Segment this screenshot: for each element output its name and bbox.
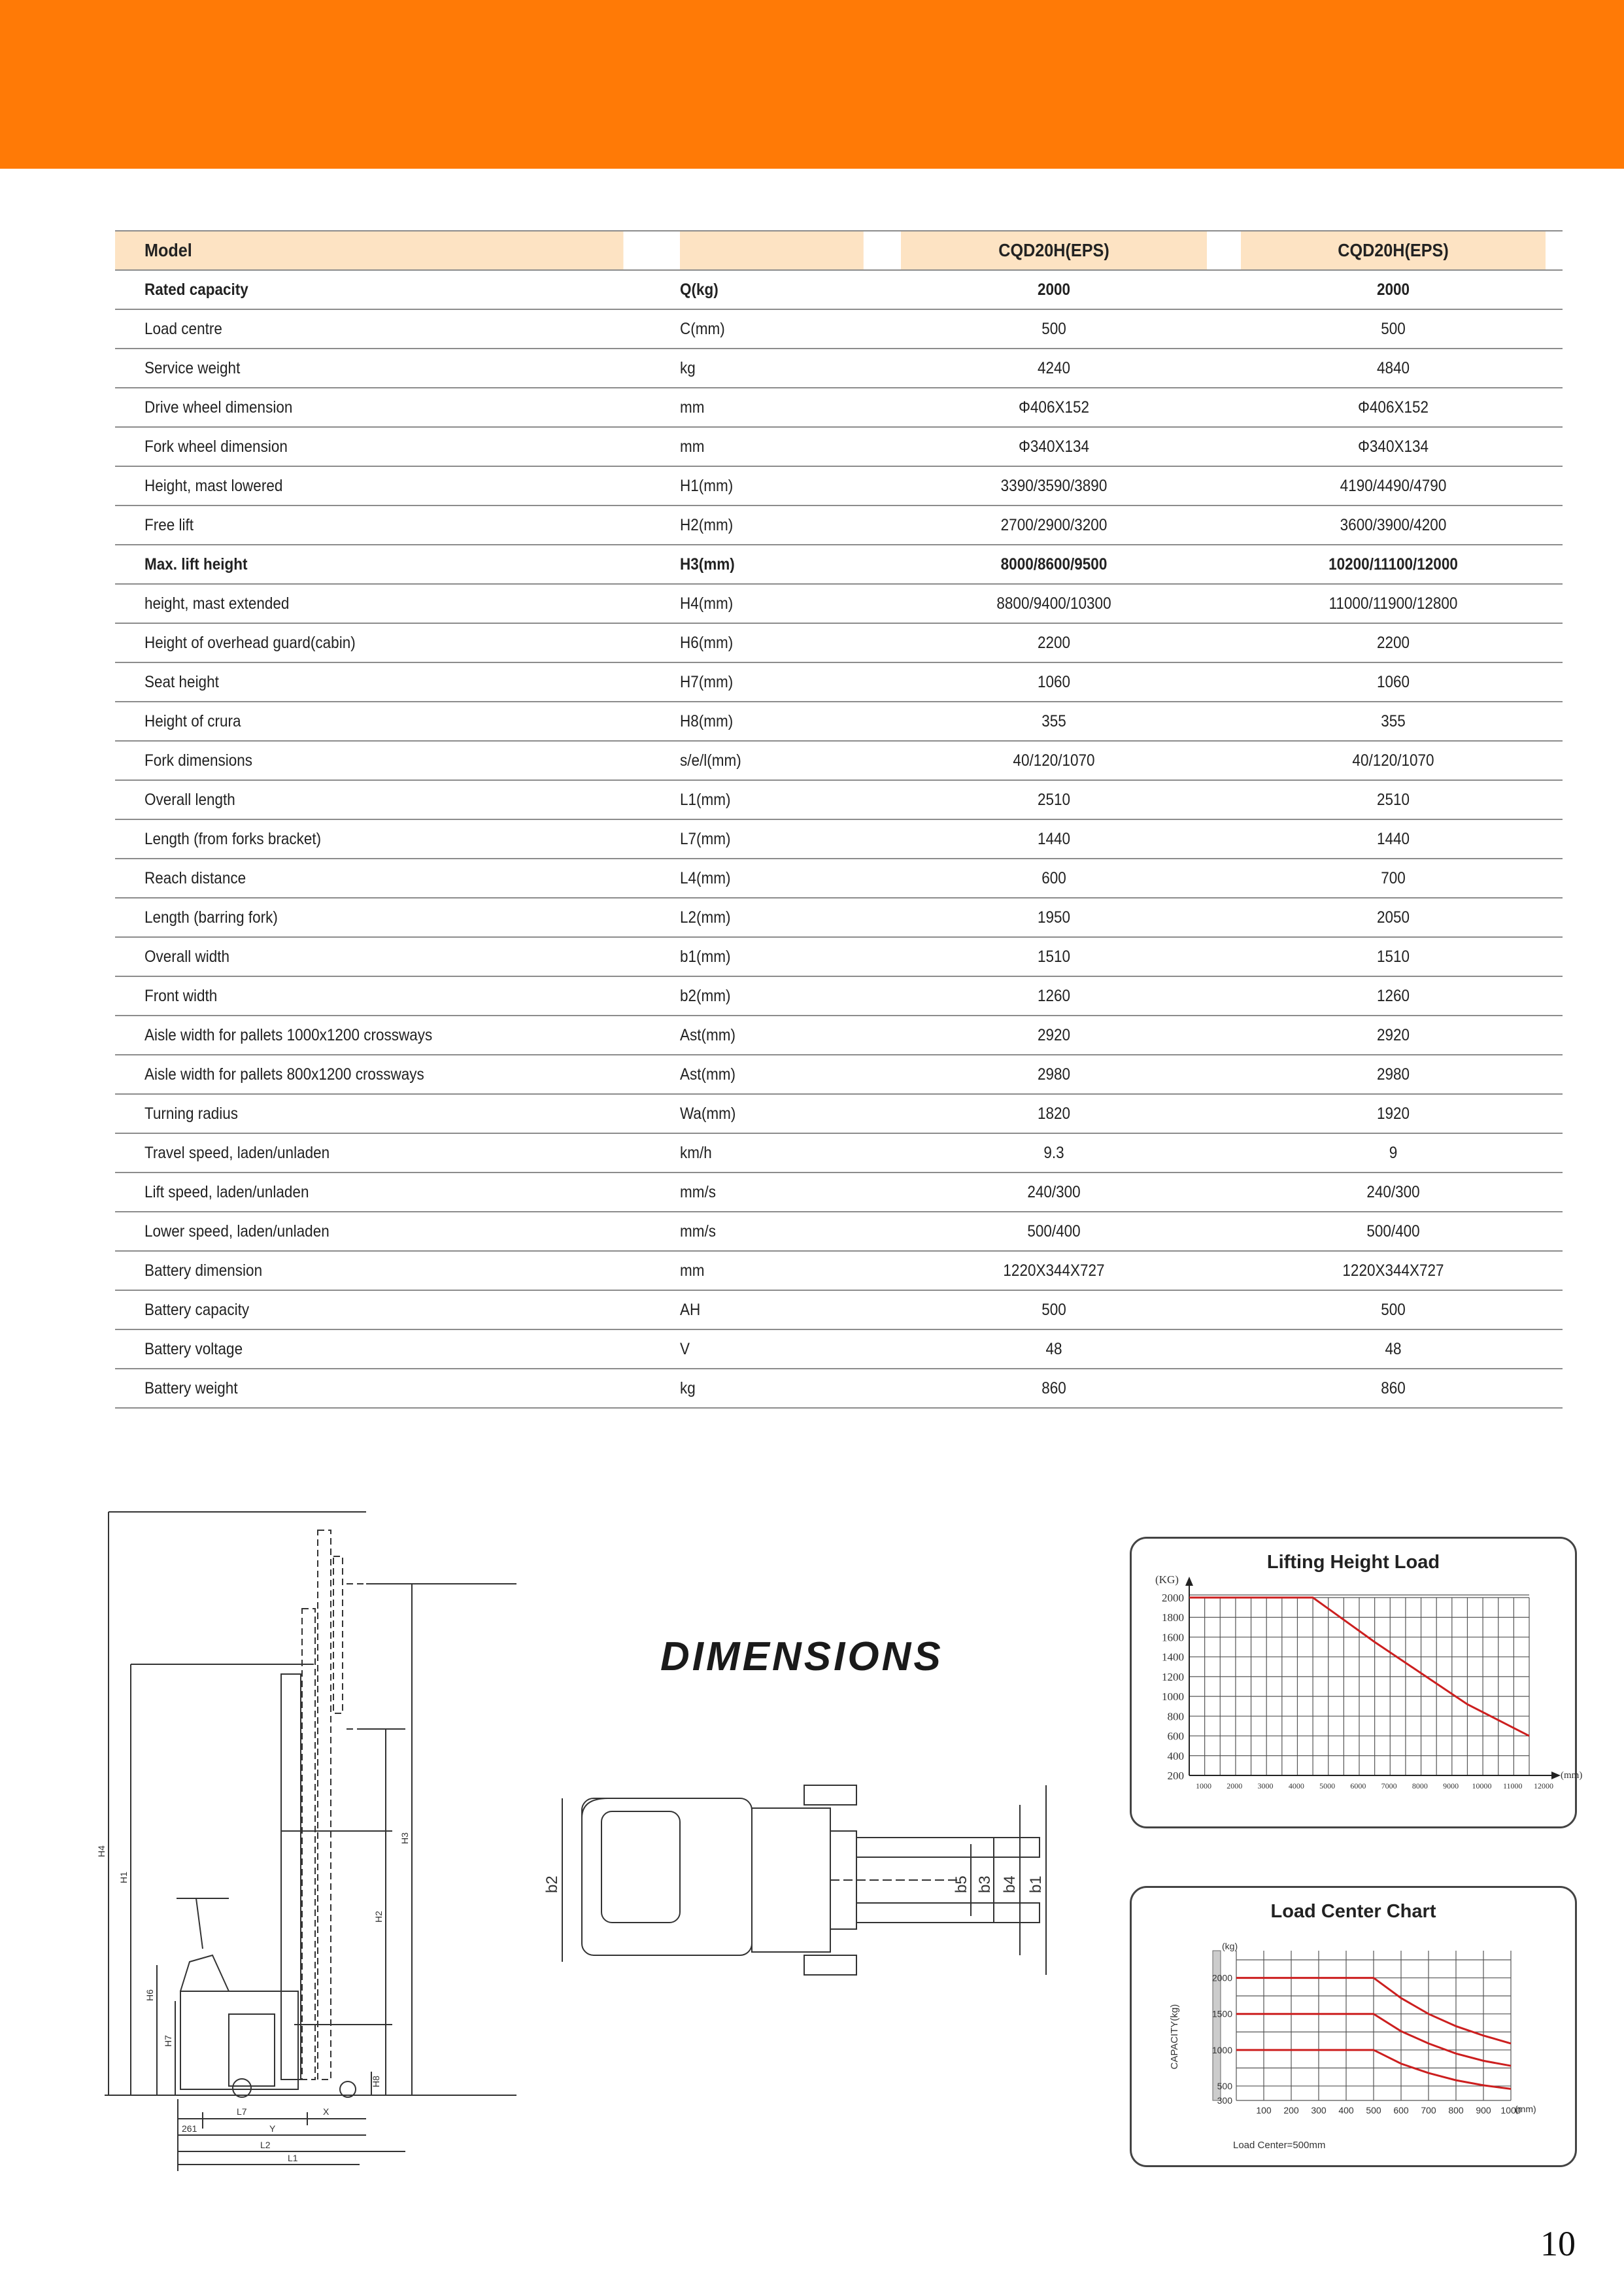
y-axis-arrow <box>1185 1577 1193 1586</box>
row-label: Seat height <box>115 662 624 702</box>
row-label: Service weight <box>115 349 624 388</box>
load-center-chart-panel <box>1130 1886 1577 2167</box>
row-unit: H7(mm) <box>680 662 864 702</box>
table-row <box>115 388 1563 427</box>
label-l2: L2 <box>260 2140 271 2150</box>
row-label: Max. lift height <box>115 545 624 584</box>
table-row <box>115 505 1563 545</box>
x-tick-label: 1000 <box>1196 1781 1211 1790</box>
y-axis-label: (KG) <box>1155 1573 1179 1586</box>
row-value-2: 240/300 <box>1241 1173 1546 1212</box>
row-value-1: 1440 <box>901 819 1207 859</box>
table-row <box>115 623 1563 662</box>
row-unit: b1(mm) <box>680 937 864 976</box>
row-value-1: 2700/2900/3200 <box>901 505 1207 545</box>
row-value-2: 2000 <box>1241 270 1546 309</box>
table-row <box>115 1133 1563 1173</box>
row-unit: Ast(mm) <box>680 1016 864 1055</box>
row-unit: Q(kg) <box>680 270 864 309</box>
row-value-2: 1220X344X727 <box>1241 1251 1546 1290</box>
row-value-1: 2200 <box>901 623 1207 662</box>
row-label: Front width <box>115 976 624 1016</box>
label-b2: b2 <box>543 1875 561 1893</box>
label-l1: L1 <box>288 2153 298 2163</box>
x-tick-label: 7000 <box>1381 1781 1397 1790</box>
row-label: Fork dimensions <box>115 741 624 780</box>
row-value-2: Φ406X152 <box>1241 388 1546 427</box>
header-model-2: CQD20H(EPS) <box>1241 231 1546 270</box>
x-tick-label: 4000 <box>1288 1781 1304 1790</box>
row-label: Reach distance <box>115 859 624 898</box>
label-h3: H3 <box>399 1832 410 1844</box>
x-tick-label: 5000 <box>1319 1781 1336 1790</box>
row-unit: H2(mm) <box>680 505 864 545</box>
row-value-2: 1440 <box>1241 819 1546 859</box>
lifting-height-load-panel <box>1130 1537 1583 1828</box>
row-value-2: 2050 <box>1241 898 1546 937</box>
row-label: Aisle width for pallets 1000x1200 crossways <box>115 1016 624 1055</box>
row-unit: kg <box>680 1369 864 1408</box>
row-value-2: 355 <box>1241 702 1546 741</box>
row-unit: V <box>680 1329 864 1369</box>
table-row <box>115 1369 1563 1408</box>
label-b5: b5 <box>953 1875 970 1893</box>
x-tick-label: 300 <box>1311 2105 1327 2115</box>
row-label: Height, mast lowered <box>115 466 624 505</box>
row-unit: s/e/l(mm) <box>680 741 864 780</box>
row-label: Fork wheel dimension <box>115 427 624 466</box>
row-unit: AH <box>680 1290 864 1329</box>
lifting-height-load-chart <box>1132 1539 1583 1826</box>
footnote: Load Center=500mm <box>1233 2140 1326 2151</box>
row-value-2: 500 <box>1241 1290 1546 1329</box>
y-tick-label: 1200 <box>1162 1670 1184 1683</box>
row-value-1: 2980 <box>901 1055 1207 1094</box>
x-tick-label: 600 <box>1393 2105 1409 2115</box>
row-unit: L2(mm) <box>680 898 864 937</box>
row-value-1: 1820 <box>901 1094 1207 1133</box>
y-axis-label: CAPACITY(kg) <box>1169 2004 1180 2070</box>
row-value-1: 500 <box>901 1290 1207 1329</box>
row-unit: kg <box>680 349 864 388</box>
y-tick-label: 1600 <box>1162 1631 1184 1644</box>
row-unit: mm <box>680 388 864 427</box>
row-unit: km/h <box>680 1133 864 1173</box>
row-unit: Wa(mm) <box>680 1094 864 1133</box>
row-value-1: 1950 <box>901 898 1207 937</box>
load-center-chart <box>1132 1888 1575 2165</box>
row-value-2: 1510 <box>1241 937 1546 976</box>
y-tick-label: 2000 <box>1211 1972 1232 1983</box>
y-tick-label: 600 <box>1167 1730 1184 1743</box>
row-label: Travel speed, laden/unladen <box>115 1133 624 1173</box>
label-261: 261 <box>182 2123 197 2134</box>
y-tick-label: 2000 <box>1162 1592 1184 1604</box>
row-value-1: 8800/9400/10300 <box>901 584 1207 623</box>
row-label: height, mast extended <box>115 584 624 623</box>
row-value-1: 500/400 <box>901 1212 1207 1251</box>
x-tick-label: 8000 <box>1412 1781 1428 1790</box>
y-tick-label: 1000 <box>1162 1690 1184 1703</box>
header-unit <box>680 231 864 270</box>
x-tick-label: 200 <box>1283 2105 1299 2115</box>
label-h2: H2 <box>373 1911 384 1923</box>
spec-table-body <box>115 270 1563 1408</box>
row-label: Height of crura <box>115 702 624 741</box>
row-value-1: 40/120/1070 <box>901 741 1207 780</box>
row-value-2: 3600/3900/4200 <box>1241 505 1546 545</box>
row-unit: C(mm) <box>680 309 864 349</box>
row-value-2: 2920 <box>1241 1016 1546 1055</box>
table-row <box>115 309 1563 349</box>
table-row <box>115 976 1563 1016</box>
row-label: Turning radius <box>115 1094 624 1133</box>
row-unit: H4(mm) <box>680 584 864 623</box>
x-tick-label: 2000 <box>1226 1781 1243 1790</box>
row-label: Drive wheel dimension <box>115 388 624 427</box>
x-axis-label: (mm) <box>1561 1770 1583 1781</box>
table-row <box>115 859 1563 898</box>
table-row <box>115 427 1563 466</box>
label-l7: L7 <box>237 2106 247 2117</box>
row-label: Overall length <box>115 780 624 819</box>
table-row <box>115 780 1563 819</box>
chart1-title: Lifting Height Load <box>1266 1552 1440 1573</box>
row-value-2: 860 <box>1241 1369 1546 1408</box>
row-value-2: 11000/11900/12800 <box>1241 584 1546 623</box>
label-h7: H7 <box>163 2035 173 2047</box>
row-value-1: 9.3 <box>901 1133 1207 1173</box>
label-y: Y <box>269 2123 276 2134</box>
table-row <box>115 1212 1563 1251</box>
row-value-1: 860 <box>901 1369 1207 1408</box>
row-label: Aisle width for pallets 800x1200 crossways <box>115 1055 624 1094</box>
row-label: Lift speed, laden/unladen <box>115 1173 624 1212</box>
row-label: Free lift <box>115 505 624 545</box>
row-value-1: 1510 <box>901 937 1207 976</box>
label-b4: b4 <box>1001 1875 1019 1893</box>
table-row <box>115 584 1563 623</box>
x-tick-label: 9000 <box>1443 1781 1459 1790</box>
row-unit: mm/s <box>680 1173 864 1212</box>
label-x: X <box>323 2106 330 2117</box>
row-unit: L1(mm) <box>680 780 864 819</box>
table-row <box>115 1094 1563 1133</box>
row-value-2: 500/400 <box>1241 1212 1546 1251</box>
row-value-2: 2510 <box>1241 780 1546 819</box>
row-value-2: 9 <box>1241 1133 1546 1173</box>
y-tick-label: 1000 <box>1211 2044 1232 2055</box>
row-value-2: 4190/4490/4790 <box>1241 466 1546 505</box>
row-unit: mm <box>680 427 864 466</box>
row-value-1: 240/300 <box>901 1173 1207 1212</box>
label-h8: H8 <box>371 2076 381 2087</box>
table-row <box>115 662 1563 702</box>
table-row <box>115 466 1563 505</box>
table-header-row <box>115 231 1563 270</box>
y-tick-label: 1800 <box>1162 1611 1184 1624</box>
top-view-drawing <box>543 1779 1079 1994</box>
row-value-2: 2980 <box>1241 1055 1546 1094</box>
x-tick-label: 1000 <box>1500 2105 1521 2115</box>
table-row <box>115 819 1563 859</box>
chart2-title: Load Center Chart <box>1270 1901 1436 1922</box>
x-tick-label: 100 <box>1256 2105 1272 2115</box>
spec-table <box>115 230 1563 1409</box>
row-value-1: 1260 <box>901 976 1207 1016</box>
row-label: Height of overhead guard(cabin) <box>115 623 624 662</box>
row-value-2: 10200/11100/12000 <box>1241 545 1546 584</box>
row-value-1: 1220X344X727 <box>901 1251 1207 1290</box>
row-label: Battery capacity <box>115 1290 624 1329</box>
row-label: Length (from forks bracket) <box>115 819 624 859</box>
row-label: Battery weight <box>115 1369 624 1408</box>
y-tick-label: 800 <box>1167 1710 1184 1723</box>
row-unit: Ast(mm) <box>680 1055 864 1094</box>
row-unit: L4(mm) <box>680 859 864 898</box>
y-tick-label: 200 <box>1167 1770 1184 1782</box>
x-tick-label: 500 <box>1366 2105 1381 2115</box>
y-tick-label: 400 <box>1167 1749 1184 1762</box>
row-unit: mm <box>680 1251 864 1290</box>
row-label: Battery voltage <box>115 1329 624 1369</box>
x-tick-label: 3000 <box>1257 1781 1274 1790</box>
row-value-1: 2920 <box>901 1016 1207 1055</box>
row-label: Length (barring fork) <box>115 898 624 937</box>
label-b1: b1 <box>1027 1875 1045 1893</box>
table-row <box>115 1173 1563 1212</box>
row-value-1: 1060 <box>901 662 1207 702</box>
table-row <box>115 898 1563 937</box>
row-value-1: Φ340X134 <box>901 427 1207 466</box>
row-label: Lower speed, laden/unladen <box>115 1212 624 1251</box>
label-h6: H6 <box>144 1989 155 2001</box>
row-value-1: 500 <box>901 309 1207 349</box>
y-unit-label: (kg) <box>1222 1941 1238 1951</box>
row-value-2: 500 <box>1241 309 1546 349</box>
row-value-1: 2510 <box>901 780 1207 819</box>
row-label: Load centre <box>115 309 624 349</box>
row-value-2: Φ340X134 <box>1241 427 1546 466</box>
table-row <box>115 937 1563 976</box>
row-value-2: 1060 <box>1241 662 1546 702</box>
row-value-2: 700 <box>1241 859 1546 898</box>
x-axis-label: (mm) <box>1515 2104 1536 2114</box>
x-tick-label: 6000 <box>1350 1781 1366 1790</box>
x-tick-label: 10000 <box>1472 1781 1492 1790</box>
row-value-2: 48 <box>1241 1329 1546 1369</box>
row-unit: H3(mm) <box>680 545 864 584</box>
row-value-2: 1920 <box>1241 1094 1546 1133</box>
x-tick-label: 11000 <box>1502 1781 1523 1790</box>
side-view-drawing <box>98 1504 543 2178</box>
table-row <box>115 1251 1563 1290</box>
row-value-1: 8000/8600/9500 <box>901 545 1207 584</box>
row-unit: H1(mm) <box>680 466 864 505</box>
y-tick-label: 500 <box>1217 2080 1232 2091</box>
row-value-2: 1260 <box>1241 976 1546 1016</box>
dimensions-title: DIMENSIONS <box>660 1634 943 1679</box>
row-unit: L7(mm) <box>680 819 864 859</box>
table-row <box>115 702 1563 741</box>
header-bar <box>0 0 1624 169</box>
x-tick-label: 800 <box>1448 2105 1464 2115</box>
row-value-2: 40/120/1070 <box>1241 741 1546 780</box>
row-value-1: 48 <box>901 1329 1207 1369</box>
x-axis-arrow <box>1551 1772 1561 1779</box>
row-value-1: 3390/3590/3890 <box>901 466 1207 505</box>
table-row <box>115 1016 1563 1055</box>
row-unit: H8(mm) <box>680 702 864 741</box>
row-label: Rated capacity <box>115 270 624 309</box>
row-label: Overall width <box>115 937 624 976</box>
table-row <box>115 1329 1563 1369</box>
row-value-1: 2000 <box>901 270 1207 309</box>
table-row <box>115 270 1563 309</box>
row-unit: b2(mm) <box>680 976 864 1016</box>
row-value-2: 2200 <box>1241 623 1546 662</box>
row-unit: H6(mm) <box>680 623 864 662</box>
table-row <box>115 741 1563 780</box>
y-tick-label: 1500 <box>1211 2008 1232 2019</box>
header-model: Model <box>115 231 624 270</box>
row-value-2: 4840 <box>1241 349 1546 388</box>
label-b3: b3 <box>976 1875 994 1893</box>
table-row <box>115 1055 1563 1094</box>
header-model-1: CQD20H(EPS) <box>901 231 1207 270</box>
label-h4: H4 <box>96 1845 107 1857</box>
table-row <box>115 349 1563 388</box>
y-tick-label: 300 <box>1217 2095 1232 2106</box>
row-label: Battery dimension <box>115 1251 624 1290</box>
row-value-1: 4240 <box>901 349 1207 388</box>
x-tick-label: 400 <box>1338 2105 1354 2115</box>
row-value-1: Φ406X152 <box>901 388 1207 427</box>
x-tick-label: 700 <box>1421 2105 1436 2115</box>
table-row <box>115 545 1563 584</box>
row-unit: mm/s <box>680 1212 864 1251</box>
row-value-1: 355 <box>901 702 1207 741</box>
label-h1: H1 <box>118 1872 129 1883</box>
x-tick-label: 12000 <box>1534 1781 1553 1790</box>
table-row <box>115 1290 1563 1329</box>
row-value-1: 600 <box>901 859 1207 898</box>
page-number: 10 <box>1540 2224 1576 2263</box>
x-tick-label: 900 <box>1476 2105 1491 2115</box>
y-tick-label: 1400 <box>1162 1651 1184 1664</box>
